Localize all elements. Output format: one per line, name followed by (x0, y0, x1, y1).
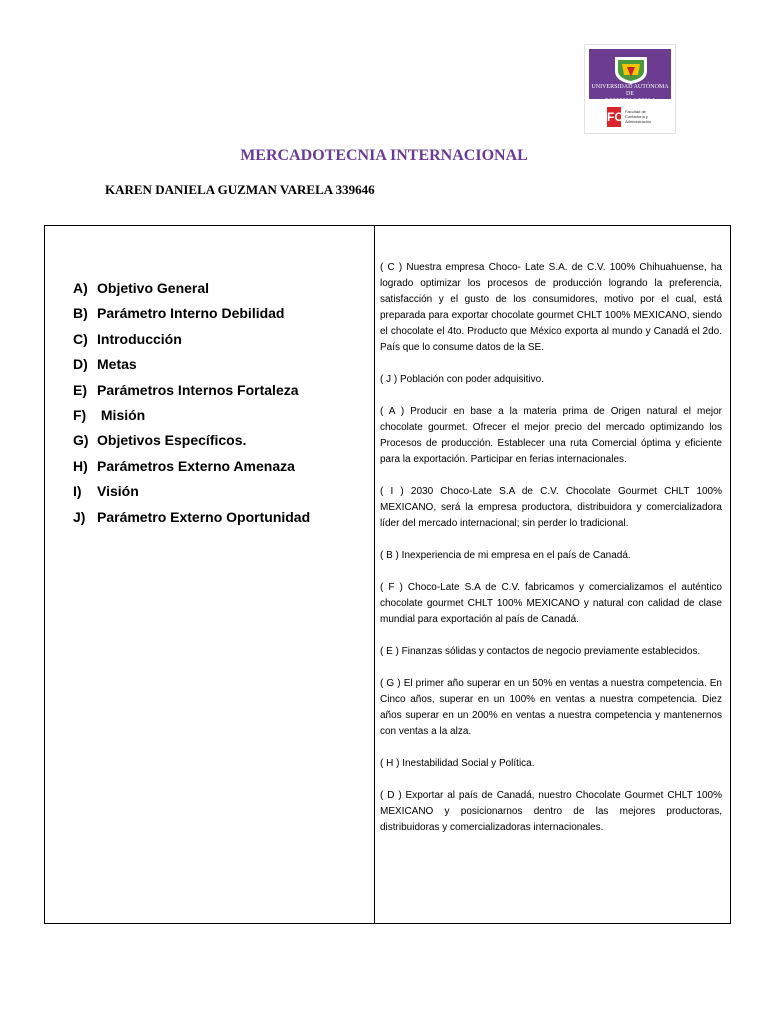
option-item (73, 280, 310, 305)
answer-paragraph: ( I ) 2030 Choco-Late S.A de C.V. Chocolate Gourmet CHLT 100% MEXICANO, será la empresa productora, distribuidora y comercializadora líder del mercado internacional; sin perder lo tradicional. (380, 486, 722, 529)
option-letter: H) (73, 457, 88, 474)
answer-paragraph: ( F ) Choco-Late S.A de C.V. fabricamos y comercializamos el auténtico chocolate gourmet CHLT 100% MEXICANO y natural con calidad de clase mundial para exportación al país de Canadá. (380, 582, 722, 625)
column-divider (374, 226, 375, 923)
option-item (73, 331, 310, 356)
option-label: Objetivo General (97, 280, 210, 296)
answer-paragraph: ( A ) Producir en base a la materia prima de Origen natural el mejor chocolate gourmet. Ofrecer el mejor precio del mercado optimizando los Procesos de producción. Establecer una ruta Comercial óptima y eficiente para la exportación. Participar en ferias internacionales. (380, 406, 722, 465)
answers-column (380, 260, 722, 852)
answer-paragraph: ( B ) Inexperiencia de mi empresa en el país de Canadá. (380, 550, 631, 561)
option-letter: J) (73, 508, 86, 525)
university-logo (584, 44, 676, 134)
option-label: Metas (97, 356, 137, 373)
option-letter: E) (73, 381, 87, 398)
answer-paragraph: ( D ) Exportar al país de Canadá, nuestro Chocolate Gourmet CHLT 100% MEXICANO y posicionarnos dentro de las mejores productoras, distribuidoras y comercializadoras internacionales. (380, 790, 722, 833)
author-name: KAREN DANIELA GUZMAN VARELA 339646 (105, 182, 375, 197)
option-item (73, 356, 310, 381)
option-letter: C) (73, 330, 88, 347)
option-item (73, 382, 310, 407)
shield-icon (609, 55, 653, 85)
answer-paragraph: ( J ) Población con poder adquisitivo. (380, 374, 544, 385)
option-item (73, 305, 310, 330)
option-label: Parámetro Interno Debilidad (97, 305, 285, 322)
option-label: Parámetros Internos Fortaleza (97, 381, 299, 398)
university-name: UNIVERSIDAD AUTÓNOMA DE CHIHUAHUA (591, 84, 669, 106)
option-item (73, 483, 310, 508)
logo-banner (589, 49, 671, 106)
option-label: Visión (97, 483, 139, 500)
faculty-mark: FCA (607, 107, 621, 127)
answer-paragraph: ( G ) El primer año superar en un 50% en ventas a nuestra competencia. En Cinco años, superar en un 100% en ventas a nuestra competencia. Diez años superar en un 200% en ventas a nuestra competencia y mantenernos con ventas a la alza. (380, 678, 722, 737)
faculty-name: Facultad de Contaduría y Administración (625, 109, 652, 124)
answer-paragraph: ( C ) Nuestra empresa Choco- Late S.A. de C.V. 100% Chihuahuense, ha logrado optimizar los procesos de producción logrando la preferencia, satisfacción y el gusto de los consumidores, motivo por el cual, está preparada para exportar chocolate gourmet CHLT 100% MEXICANO, siendo el chocolate el 4to. Producto que México exporta al mundo y Canadá el 2do. País que lo consume datos de la SE. (380, 262, 722, 353)
document-title: MERCADOTECNIA INTERNACIONAL (240, 147, 528, 164)
option-letter: I) (73, 483, 82, 500)
option-label: Parámetro Externo Oportunidad (97, 508, 311, 525)
options-list (73, 280, 310, 534)
answer-paragraph: ( E ) Finanzas sólidas y contactos de negocio previamente establecidos. (380, 646, 701, 657)
option-letter: A) (73, 280, 88, 296)
option-label: Misión (97, 406, 146, 423)
option-label: Introducción (97, 330, 182, 347)
option-letter: F) (73, 406, 87, 423)
option-item (73, 509, 310, 534)
option-label: Objetivos Específicos. (97, 432, 247, 449)
option-item (73, 432, 310, 457)
option-letter: D) (73, 356, 88, 373)
option-item (73, 407, 310, 432)
option-label: Parámetros Externo Amenaza (97, 457, 295, 474)
matching-table (44, 225, 731, 924)
answer-paragraph: ( H ) Inestabilidad Social y Política. (380, 758, 535, 769)
option-item (73, 458, 310, 483)
option-letter: B) (73, 305, 88, 322)
option-letter: G) (73, 432, 89, 449)
